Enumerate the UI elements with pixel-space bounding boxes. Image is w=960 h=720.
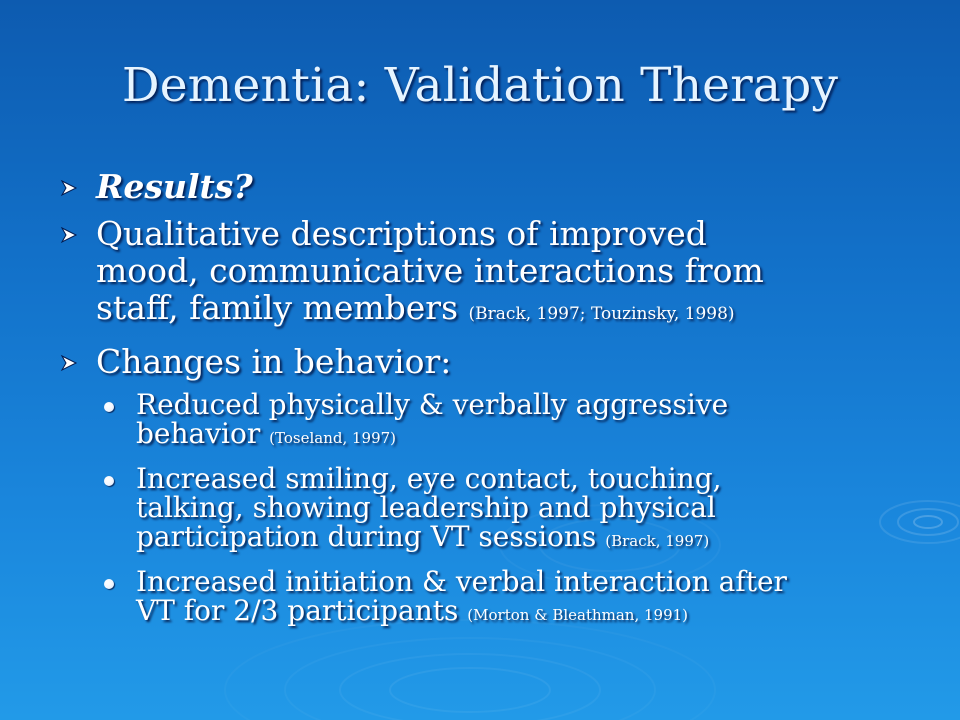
subbullet-text: behavior	[136, 417, 261, 450]
arrow-bullet-icon	[60, 226, 78, 244]
dot-bullet-icon	[104, 579, 114, 589]
subbullet-increased-smiling	[102, 464, 940, 556]
citation: (Morton & Bleathman, 1991)	[467, 606, 689, 624]
bullet-text: staff, family members	[96, 288, 459, 327]
slide-body	[60, 168, 940, 641]
arrow-bullet-icon	[60, 179, 78, 197]
bullet-text-line: mood, communicative interactions from	[96, 251, 764, 290]
citation: (Toseland, 1997)	[269, 429, 397, 447]
subbullet-text-line: Increased smiling, eye contact, touching,	[136, 462, 722, 495]
subbullet-text-line: talking, showing leadership and physical	[136, 491, 716, 524]
dot-bullet-icon	[104, 402, 114, 412]
subbullet-text-line-with-citation	[136, 596, 940, 630]
bullet-changes	[60, 343, 940, 380]
slide-title: Dementia: Validation Therapy	[121, 58, 839, 113]
citation: (Brack, 1997; Touzinsky, 1998)	[468, 304, 735, 324]
bullet-text: Changes in behavior:	[96, 342, 452, 381]
subbullet-increased-initiation	[102, 567, 940, 630]
subbullet-text: VT for 2/3 participants	[136, 594, 459, 627]
dot-bullet-icon	[104, 476, 114, 486]
bullet-qualitative	[60, 215, 940, 333]
bullet-text-line-with-citation	[96, 289, 940, 333]
subbullet-text-line: Reduced physically & verbally aggressive	[136, 388, 729, 421]
subbullet-reduced-aggression	[102, 390, 940, 453]
results-label: Results?	[96, 167, 253, 206]
subbullet-text: participation during VT sessions	[136, 520, 597, 553]
citation: (Brack, 1997)	[605, 532, 710, 550]
bullet-results	[60, 168, 940, 205]
subbullet-text-line-with-citation	[136, 419, 940, 453]
subbullet-text-line-with-citation	[136, 522, 940, 556]
subbullet-text-line: Increased initiation & verbal interaction after	[136, 565, 787, 598]
bullet-text-line: Qualitative descriptions of improved	[96, 214, 707, 253]
arrow-bullet-icon	[60, 354, 78, 372]
